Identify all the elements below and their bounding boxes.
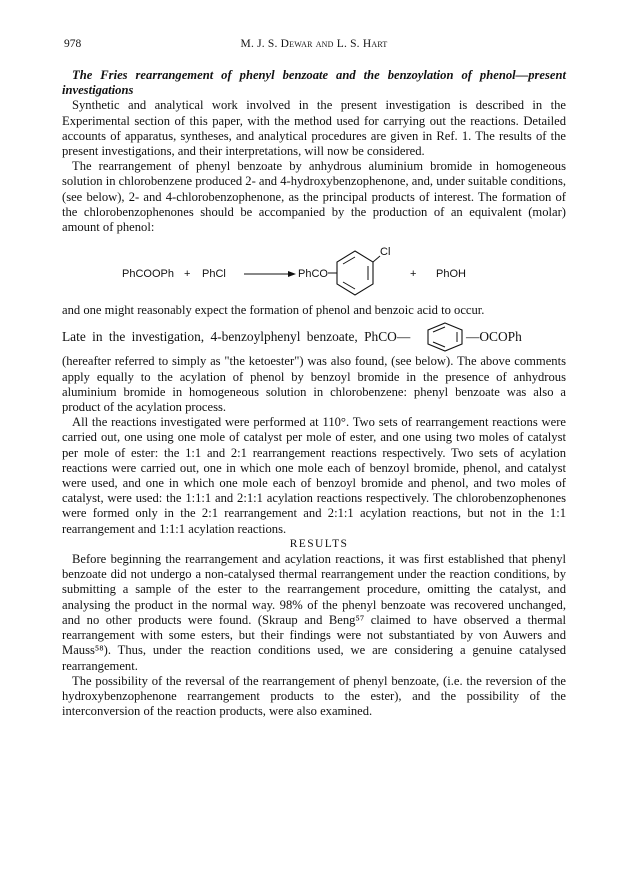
paragraph-ketoester: (hereafter referred to simply as "the ketoester") was also found, (see below). The above comments apply equally to the acylation of phenol by benzoyl bromide in the presence of anhydrous aluminium bromide in homogeneous solution in chlorobenzene: phenyl benzoate was also a product of the acylation process. [62, 354, 566, 415]
reaction-arrow [244, 269, 296, 279]
ketoester-formula-right: —OCOPh [466, 329, 522, 345]
ketoester-formula-left: PhCO— [364, 329, 411, 345]
body-text [62, 68, 566, 719]
paragraph-rearrangement: The rearrangement of phenyl benzoate by anhydrous aluminium bromide in homogeneous solution in chlorobenzene produced 2- and 4-hydroxybenzophenone, and, under suitable conditions, (see below), 2- and 4-chlorobenzophenone, as the principal products of interest. The formation of the chlorobenzophenones should be accompanied by the production of an equivalent (molar) amount of phenol: [62, 159, 566, 235]
paragraph-experimental: Synthetic and analytical work involved in the present investigation is described in the Experimental section of this paper, with the method used for carrying out the reactions. Detailed accounts of apparatus, syntheses, and analytical procedures are given in Ref. 1. The results of the present investigations, and their interpretations, will now be considered. [62, 98, 566, 159]
paragraph-phenol-expectation: and one might reasonably expect the formation of phenol and benzoic acid to occur. [62, 303, 485, 318]
reactant-chlorobenzene: PhCl [202, 268, 226, 281]
product-benzoyl-prefix: PhCO [298, 268, 328, 281]
reactant-phenyl-benzoate: PhCOOPh [122, 268, 174, 281]
running-head-authors: M. J. S. Dewar and L. S. Hart [240, 38, 388, 50]
ketoester-lead-text: Late in the investigation, 4-benzoylphenyl benzoate, [62, 329, 358, 345]
benzene-ring-icon [423, 322, 467, 352]
ketoester-line [62, 322, 566, 352]
section-title: The Fries rearrangement of phenyl benzoate and the benzoylation of phenol—present investigations [62, 68, 566, 98]
paragraph-reversal: The possibility of the reversal of the rearrangement of phenyl benzoate, (i.e. the reversion of the hydroxybenzophenone rearrangement products to the ester), and the possibility of the interconversion of the reaction products, were also examined. [62, 673, 566, 719]
reaction-equation [62, 241, 566, 299]
ketoester-intro [62, 329, 410, 344]
benzene-ring-icon [328, 243, 382, 299]
page-number: 978 [64, 38, 82, 50]
chloro-substituent: Cl [380, 246, 391, 259]
paragraph-thermal-check: Before beginning the rearrangement and acylation reactions, it was first established that phenyl benzoate did not undergo a non-catalysed thermal rearrangement under the reaction conditions, by submitting a sample of the ester to the rearrangement procedure, omitting the catalyst, and analysing the product in the normal way. 98% of the phenyl benzoate was recovered unchanged, and no other products were found. (Skraup and Beng⁵⁷ claimed to have observed a thermal rearrangement with some esters, but their findings were not substantiated by von Auwers and Mauss⁵⁸). Thus, under the reaction conditions used, we are considering a genuine catalysed rearrangement. [62, 552, 566, 673]
product-phenol: PhOH [436, 268, 466, 281]
plus-sign: + [184, 268, 191, 281]
plus-sign-2: + [410, 268, 417, 281]
paragraph-reaction-sets: All the reactions investigated were performed at 110°. Two sets of rearrangement reactions were carried out, one using one mole of catalyst per mole of ester, and one using two moles of catalyst per mole of ester: the 1:1 and 2:1 rearrangement reactions respectively. Two sets of acylation reactions were carried out, one in which one mole each of benzoyl bromide, phenol, and catalyst were used, and one in which one mole each of benzoyl bromide and phenol, and two moles of catalyst, were used: the 1:1:1 and 2:1:1 acylation reactions respectively. The chlorobenzophenones were formed only in the 2:1 rearrangement and 2:1:1 acylation reactions, but not in the 1:1 rearrangement and 1:1:1 acylation reactions. [62, 415, 566, 536]
results-heading: RESULTS [289, 537, 349, 550]
